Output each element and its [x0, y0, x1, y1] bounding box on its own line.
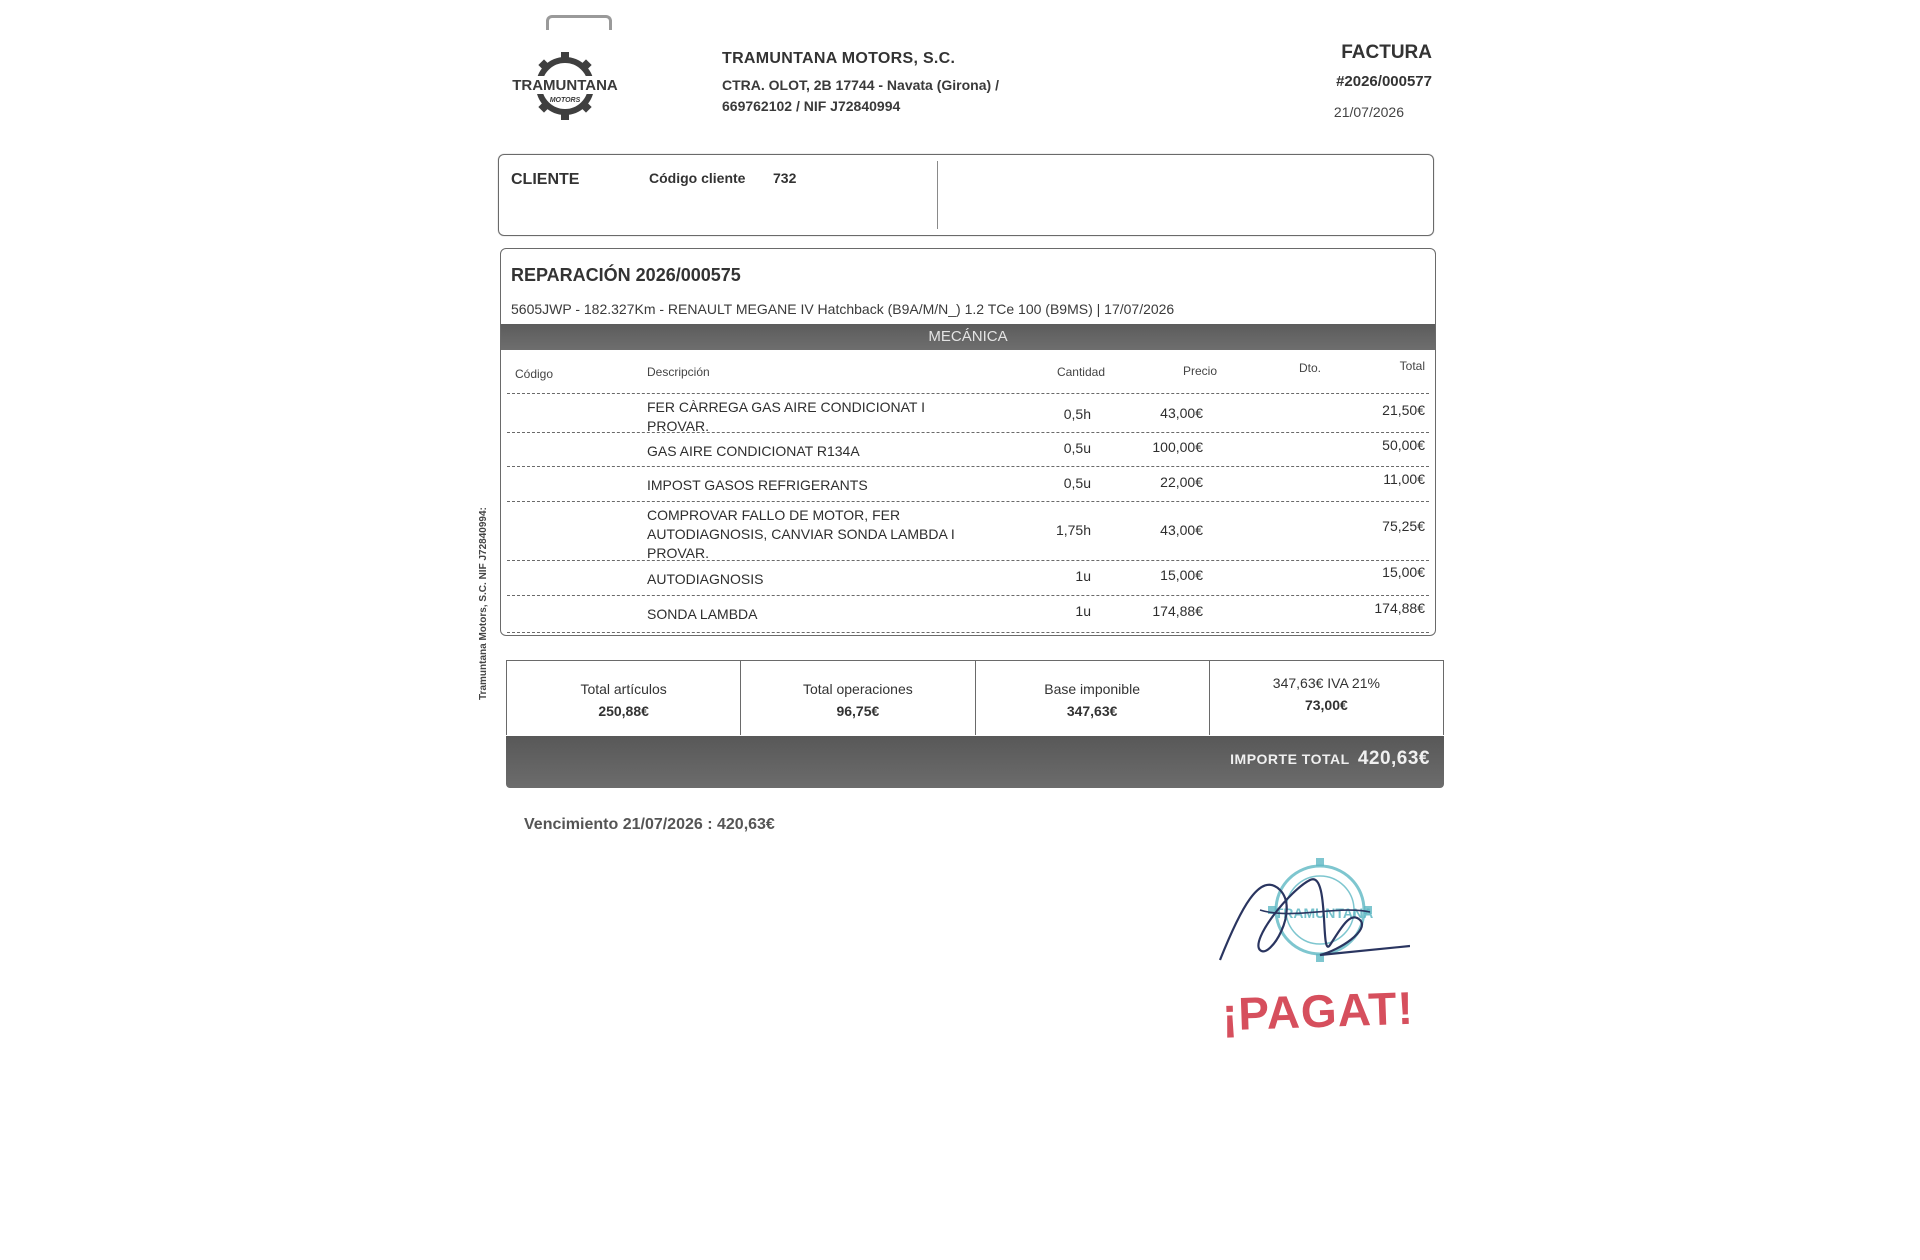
column-header-quantity: Cantidad	[1056, 365, 1105, 379]
line-price: 43,00€	[1160, 405, 1203, 421]
grand-total	[1230, 748, 1430, 770]
client-code: 732	[773, 170, 797, 186]
total-operations-label: Total operaciones	[803, 681, 913, 697]
grand-total-value: 420,63€	[1357, 748, 1430, 769]
line-price: 100,00€	[1152, 439, 1203, 455]
total-articles	[507, 661, 741, 735]
vat-label: 347,63€ IVA 21%	[1272, 675, 1380, 691]
repair-box	[500, 248, 1436, 636]
document-type: FACTURA	[1341, 42, 1432, 63]
line-price: 15,00€	[1160, 567, 1203, 583]
client-code-label: Código cliente	[649, 170, 746, 186]
table-row	[507, 466, 1429, 501]
client-divider	[937, 161, 938, 229]
line-description: FER CÀRREGA GAS AIRE CONDICIONAT I PROVAR.	[647, 399, 925, 434]
line-quantity: 1,75h	[1055, 522, 1091, 538]
repair-title: REPARACIÓN 2026/000575	[511, 265, 741, 285]
taxable-base-value: 347,63€	[1066, 703, 1118, 719]
table-row	[507, 560, 1429, 595]
taxable-base-label: Base imponible	[1044, 681, 1140, 697]
column-header-discount: Dto.	[1298, 361, 1321, 375]
column-header-total: Total	[1399, 359, 1425, 373]
company-address-line2: 669762102 / NIF J72840994	[722, 98, 901, 114]
due-date-line: Vencimiento 21/07/2026 : 420,63€	[524, 816, 775, 833]
total-articles-label: Total artículos	[580, 681, 667, 697]
line-total: 15,00€	[1382, 564, 1425, 580]
grand-total-label: IMPORTE TOTAL	[1230, 751, 1350, 767]
vehicle-info: 5605JWP - 182.327Km - RENAULT MEGANE IV Hatchback (B9A/M/N_) 1.2 TCe 100 (B9MS) | 17/07/2026	[511, 301, 1175, 317]
company-address-line1: CTRA. OLOT, 2B 17744 - Navata (Girona) /	[722, 77, 999, 93]
line-quantity: 0,5u	[1063, 440, 1091, 456]
section-header: MECÁNICA	[501, 324, 1435, 350]
company-seal-signature	[1200, 850, 1410, 970]
client-box	[498, 154, 1434, 236]
line-description: IMPOST GASOS REFRIGERANTS	[647, 477, 868, 493]
line-price: 174,88€	[1152, 603, 1203, 619]
table-row	[507, 501, 1429, 560]
line-total: 75,25€	[1382, 518, 1425, 534]
total-operations-value: 96,75€	[836, 703, 880, 719]
svg-text:TRAMUNTANA: TRAMUNTANA	[1274, 905, 1374, 921]
line-description: AUTODIAGNOSIS	[647, 571, 764, 587]
line-total: 50,00€	[1382, 437, 1425, 453]
client-label: CLIENTE	[511, 171, 580, 188]
invoice-date: 21/07/2026	[1333, 104, 1404, 120]
line-description: GAS AIRE CONDICIONAT R134A	[647, 443, 860, 459]
line-description: COMPROVAR FALLO DE MOTOR, FER AUTODIAGNOSIS, CANVIAR SONDA LAMBDA I PROVAR.	[647, 507, 955, 561]
line-price: 22,00€	[1160, 474, 1203, 490]
svg-text:TRAMUNTANA: TRAMUNTANA	[512, 77, 618, 94]
vat-value: 73,00€	[1304, 697, 1348, 713]
invoice-number: #2026/000577	[1336, 73, 1432, 90]
paper-clip-mark	[546, 15, 612, 30]
total-operations	[741, 661, 975, 735]
company-address	[722, 75, 1062, 117]
side-legal-text: Tramuntana Motors, S.C. NIF J72840994:	[478, 507, 489, 700]
line-total: 174,88€	[1374, 600, 1425, 616]
company-logo	[505, 48, 625, 128]
column-header-description: Descripción	[647, 365, 710, 379]
table-row	[507, 393, 1429, 432]
grand-total-bar	[506, 736, 1444, 788]
paid-stamp: ¡PAGAT!	[1221, 981, 1415, 1041]
vat-amount	[1210, 661, 1443, 735]
line-quantity: 0,5h	[1063, 406, 1091, 422]
svg-text:MOTORS: MOTORS	[549, 97, 581, 104]
column-header-code: Código	[515, 367, 554, 381]
line-total: 21,50€	[1382, 402, 1425, 418]
totals-summary	[506, 660, 1444, 735]
line-total: 11,00€	[1383, 471, 1425, 487]
line-quantity: 1u	[1075, 603, 1091, 619]
line-price: 43,00€	[1160, 522, 1203, 538]
line-quantity: 0,5u	[1063, 475, 1091, 491]
company-name: TRAMUNTANA MOTORS, S.C.	[722, 50, 956, 67]
line-description: SONDA LAMBDA	[647, 606, 758, 622]
line-items	[507, 393, 1429, 633]
total-articles-value: 250,88€	[598, 703, 649, 719]
column-header-price: Precio	[1182, 364, 1217, 378]
table-row	[507, 432, 1429, 466]
line-quantity: 1u	[1075, 568, 1091, 584]
table-row	[507, 595, 1429, 633]
taxable-base	[976, 661, 1210, 735]
